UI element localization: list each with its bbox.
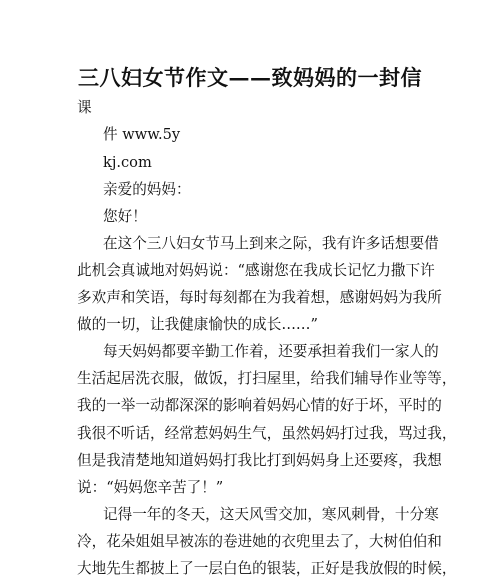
text-line: 在这个三八妇女节马上到来之际，我有许多话想要借 [103, 235, 439, 252]
text-line: 冷，花朵姐姐早被冻的卷进她的衣兜里去了，大树伯伯和 [77, 533, 442, 550]
text-line: 但是我清楚地知道妈妈打我比打到妈妈身上还要疼，我想 [77, 452, 442, 469]
greeting: 您好！ [103, 208, 147, 225]
text-line: 我很不听话，经常惹妈妈生气，虽然妈妈打过我，骂过我， [77, 425, 457, 442]
text-line: 每天妈妈都要辛勤工作着，还要承担着我们一家人的 [103, 343, 439, 360]
text-line: 做的一切，让我健康愉快的成长……” [77, 316, 318, 333]
text-line: 记得一年的冬天，这天风雪交加，寒风刺骨，十分寒 [103, 506, 439, 523]
text-line: 课 [77, 99, 92, 116]
text-line: 说：“妈妈您辛苦了！” [77, 479, 224, 496]
salutation: 亲爱的妈妈： [103, 181, 191, 198]
text-line: 我的一举一动都深深的影响着妈妈心情的好于坏，平时的 [77, 397, 442, 414]
text-line: kj.com [103, 154, 152, 171]
text-line: 件 www.5y [103, 126, 181, 143]
text-line: 生活起居洗衣服，做饭，打扫屋里，给我们辅导作业等等， [77, 370, 457, 387]
text-line: 此机会真诚地对妈妈说：“感谢您在我成长记忆力撒下许 [77, 262, 435, 279]
text-line: 大地先生都披上了一层白色的银装，正好是我放假的时候， [77, 560, 457, 577]
text-line: 多欢声和笑语，每时每刻都在为我着想，感谢妈妈为我所 [77, 289, 442, 306]
document-title: 三八妇女节作文——致妈妈的一封信 [78, 65, 422, 90]
